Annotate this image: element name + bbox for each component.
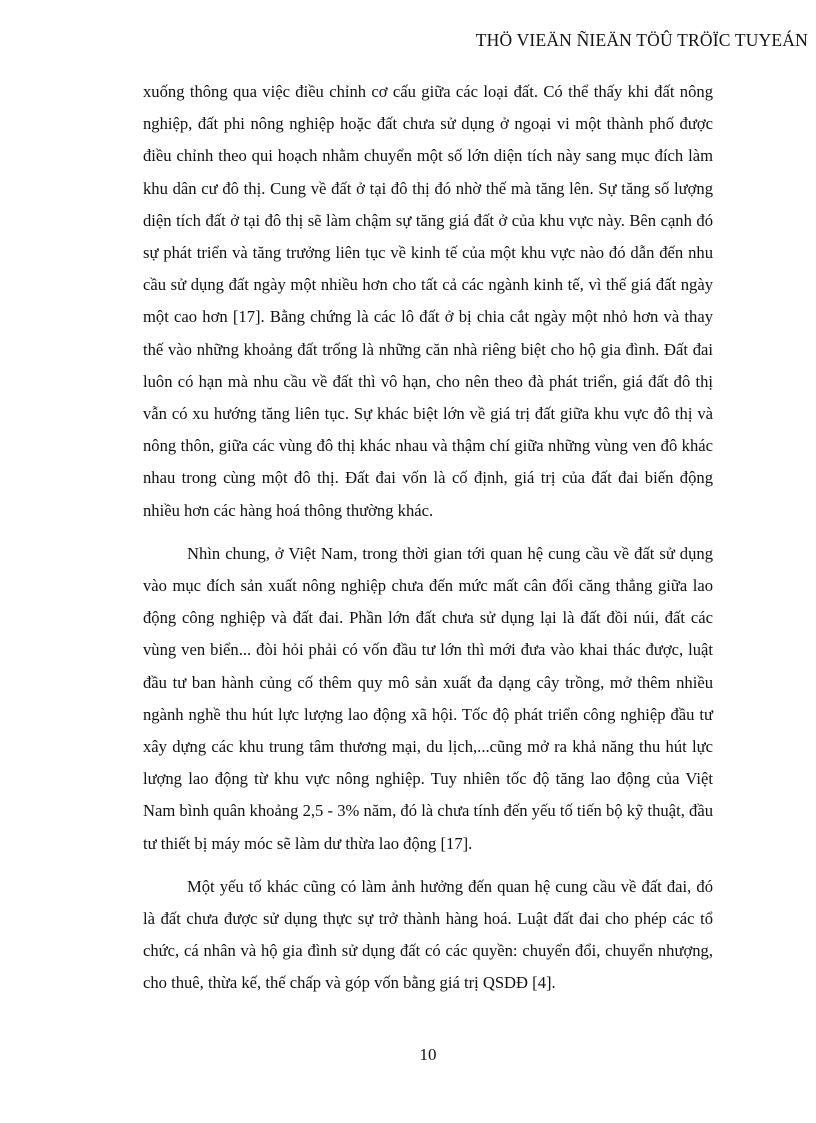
- running-header: THÖ VIEÄN ÑIEÄN TÖÛ TRÖÏC TUYEÁN: [475, 30, 808, 50]
- paragraph-3: Một yếu tố khác cũng có làm ảnh hưởng đến quan hệ cung cầu về đất đai, đó là đất chưa được sử dụng thực sự trở thành hàng hoá. Luật đất đai cho phép các tổ chức, cá nhân và hộ gia đình sử dụng đất có các quyền: chuyển đổi, chuyển nhượng, cho thuê, thừa kế, thế chấp và góp vốn bằng giá trị QSDĐ [4].: [143, 876, 713, 993]
- paragraph-2: Nhìn chung, ở Việt Nam, trong thời gian tới quan hệ cung cầu về đất sử dụng vào mục đích sản xuất nông nghiệp chưa đến mức mất cân đối căng thẳng giữa lao động công nghiệp và đất đai. Phần lớn đất chưa sử dụng lại là đất đồi núi, đất các vùng ven biển... đòi hỏi phải có vốn đầu tư lớn thì mới đưa vào khai thác được, luật đầu tư ban hành củng cố thêm quy mô sản xuất đa dạng cây trồng, mở thêm nhiều ngành nghề thu hút lực lượng lao động xã hội. Tốc độ phát triển công nghiệp đầu tư xây dựng các khu trung tâm thương mại, du lịch,...cũng mở ra khả năng thu hút lực lượng lao động từ khu vực nông nghiệp. Tuy nhiên tốc độ tăng lao động của Việt Nam bình quân khoảng 2,5 - 3% năm, đó là chưa tính đến yếu tố tiến bộ kỹ thuật, đầu tư thiết bị máy móc sẽ làm dư thừa lao động [17].: [143, 543, 713, 853]
- page-number: 10: [419, 1045, 437, 1064]
- document-body: [143, 76, 713, 1000]
- paragraph-1: xuống thông qua việc điều chỉnh cơ cấu giữa các loại đất. Có thể thấy khi đất nông nghiệp, đất phi nông nghiệp hoặc đất chưa sử dụng ở ngoại vi một thành phố được điều chỉnh theo qui hoạch nhằm chuyển một số lớn diện tích này sang mục đích làm khu dân cư đô thị. Cung về đất ở tại đô thị đó nhờ thế mà tăng lên. Sự tăng số lượng diện tích đất ở tại đô thị sẽ làm chậm sự tăng giá đất ở của khu vực này. Bên cạnh đó sự phát triển và tăng trưởng liên tục về kinh tế của một khu vực nào đó dẫn đến nhu cầu sử dụng đất ngày một nhiều hơn cho tất cả các ngành kinh tế, vì thế giá đất ngày một cao hơn [17]. Bằng chứng là các lô đất ở bị chia cắt ngày một nhỏ hơn và thay thế vào những khoảng đất trống là những căn nhà riêng biệt cho hộ gia đình. Đất đai luôn có hạn mà nhu cầu về đất thì vô hạn, cho nên theo đà phát triển, giá đất đô thị vẫn có xu hướng tăng liên tục. Sự khác biệt lớn về giá trị đất giữa khu vực đô thị và nông thôn, giữa các vùng đô thị khác nhau và thậm chí giữa những vùng ven đô khác nhau trong cùng một đô thị. Đất đai vốn là cố định, giá trị của đất đai biến động nhiều hơn các hàng hoá thông thường khác.: [143, 82, 713, 520]
